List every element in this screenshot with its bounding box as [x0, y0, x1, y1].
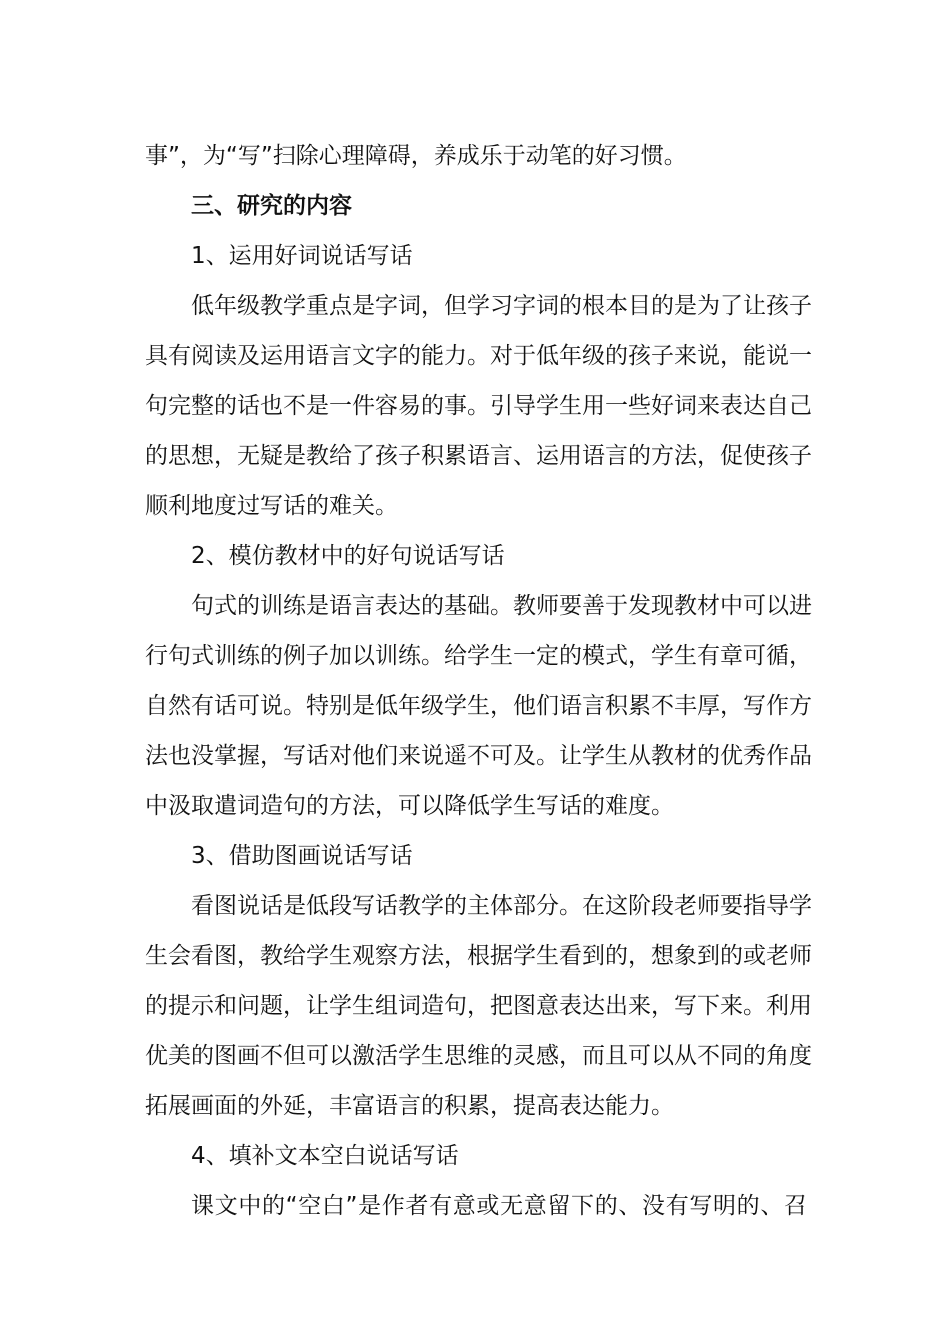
item-3-heading: 3、借助图画说话写话: [191, 843, 413, 869]
item-2-line: 自然有话可说。特别是低年级学生，他们语言积累不丰厚，写作方: [145, 693, 812, 719]
item-3-line: 的提示和问题，让学生组词造句，把图意表达出来，写下来。利用: [145, 993, 812, 1019]
item-2-line: 句式的训练是语言表达的基础。教师要善于发现教材中可以进: [191, 593, 812, 619]
item-2-line: 行句式训练的例子加以训练。给学生一定的模式，学生有章可循，: [145, 643, 812, 669]
item-4-line: 课文中的“空白”是作者有意或无意留下的、没有写明的、召: [191, 1193, 807, 1219]
item-2-line: 中汲取遣词造句的方法，可以降低学生写话的难度。: [145, 793, 674, 819]
item-2-line: 法也没掌握，写话对他们来说遥不可及。让学生从教材的优秀作品: [145, 743, 812, 769]
item-1-line: 句完整的话也不是一件容易的事。引导学生用一些好词来表达自己: [145, 393, 812, 419]
item-1-line: 具有阅读及运用语言文字的能力。对于低年级的孩子来说，能说一: [145, 343, 812, 369]
intro-tail-line: 事”，为“写”扫除心理障碍，养成乐于动笔的好习惯。: [145, 143, 687, 169]
section-title: 三、研究的内容: [191, 193, 352, 219]
item-1-line: 低年级教学重点是字词，但学习字词的根本目的是为了让孩子: [191, 293, 812, 319]
item-3-line: 看图说话是低段写话教学的主体部分。在这阶段老师要指导学: [191, 893, 812, 919]
item-4-heading: 4、填补文本空白说话写话: [191, 1143, 459, 1169]
item-2-heading: 2、模仿教材中的好句说话写话: [191, 543, 505, 569]
item-3-line: 拓展画面的外延，丰富语言的积累，提高表达能力。: [145, 1093, 674, 1119]
item-1-heading: 1、运用好词说话写话: [191, 243, 413, 269]
item-1-line: 的思想，无疑是教给了孩子积累语言、运用语言的方法，促使孩子: [145, 443, 812, 469]
item-1-line: 顺利地度过写话的难关。: [145, 493, 398, 519]
document-page: [145, 131, 812, 1231]
item-3-line: 生会看图，教给学生观察方法，根据学生看到的，想象到的或老师: [145, 943, 812, 969]
item-3-line: 优美的图画不但可以激活学生思维的灵感，而且可以从不同的角度: [145, 1043, 812, 1069]
